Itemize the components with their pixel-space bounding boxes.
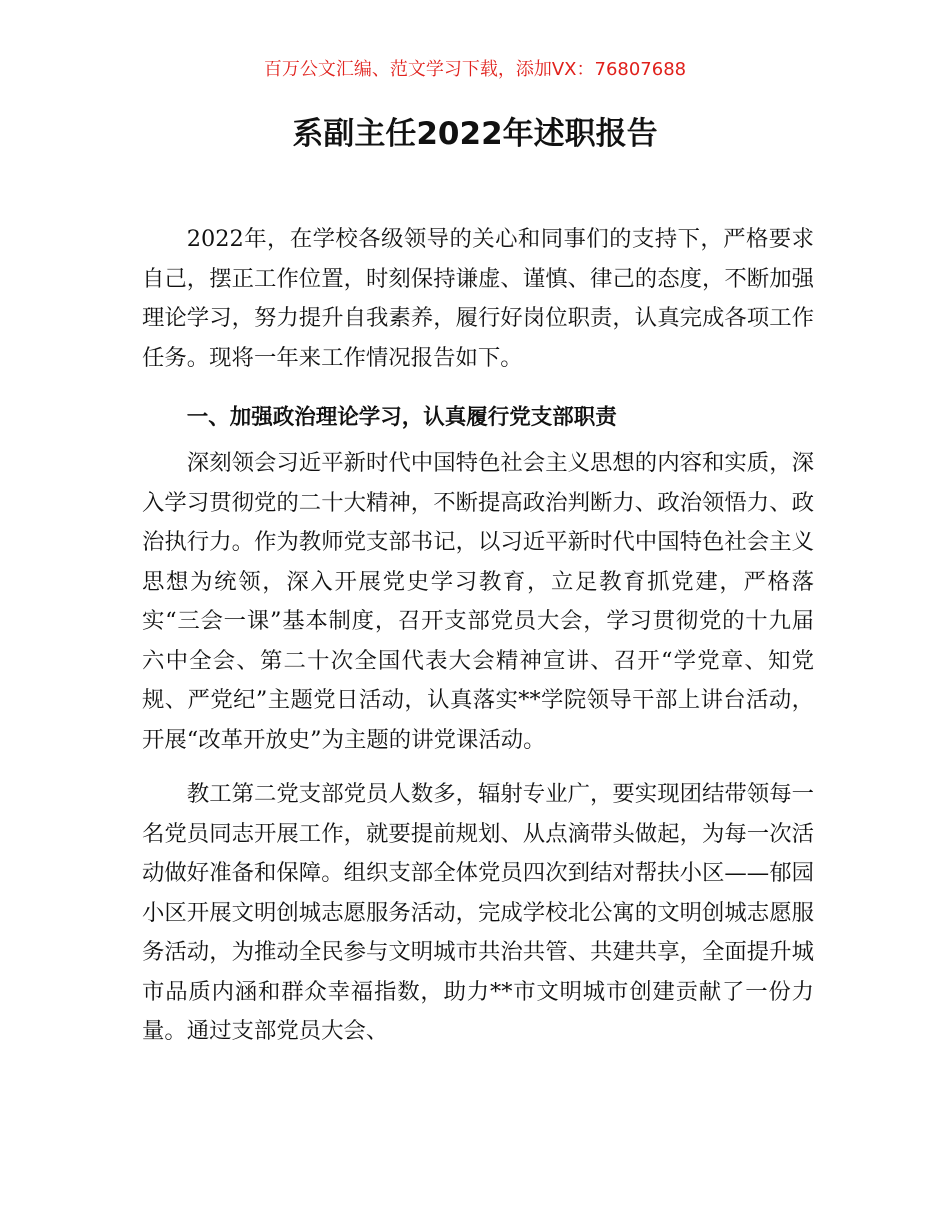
section1-paragraph-2: 教工第二党支部党员人数多，辐射专业广，要实现团结带领每一名党员同志开展工作，就要提前规划、从点滴带头做起，为每一次活动做好准备和保障。组织支部全体党员四次到结对帮扶小区——郁园小区开展文明创城志愿服务活动，完成学校北公寓的文明创城志愿服务活动，为推动全民参与文明城市共治共管、共建共享，全面提升城市品质内涵和群众幸福指数，助力**市文明城市创建贡献了一份力量。通过支部党员大会、 xyxy=(142,781,814,1044)
intro-paragraph: 2022年，在学校各级领导的关心和同事们的支持下，严格要求自己，摆正工作位置，时刻保持谦虚、谨慎、律己的态度，不断加强理论学习，努力提升自我素养，履行好岗位职责，认真完成各项工作任务。现将一年来工作情况报告如下。 xyxy=(142,226,814,371)
document-title: 系副主任2022年述职报告 xyxy=(292,116,658,152)
watermark-banner: 百万公文汇编、范文学习下载，添加VX：76807688 xyxy=(263,59,687,80)
section1-paragraph-1: 深刻领会习近平新时代中国特色社会主义思想的内容和实质，深入学习贯彻党的二十大精神，不断提高政治判断力、政治领悟力、政治执行力。作为教师党支部书记，以习近平新时代中国特色社会主义思想为统领，深入开展党史学习教育，立足教育抓党建，严格落实“三会一课”基本制度，召开支部党员大会，学习贯彻党的十九届六中全会、第二十次全国代表大会精神宣讲、召开“学党章、知党规、严党纪”主题党日活动，认真落实**学院领导干部上讲台活动，开展“改革开放史”为主题的讲党课活动。 xyxy=(142,450,814,753)
section-heading-1: 一、加强政治理论学习，认真履行党支部职责 xyxy=(186,405,617,430)
document-body xyxy=(142,220,814,1052)
